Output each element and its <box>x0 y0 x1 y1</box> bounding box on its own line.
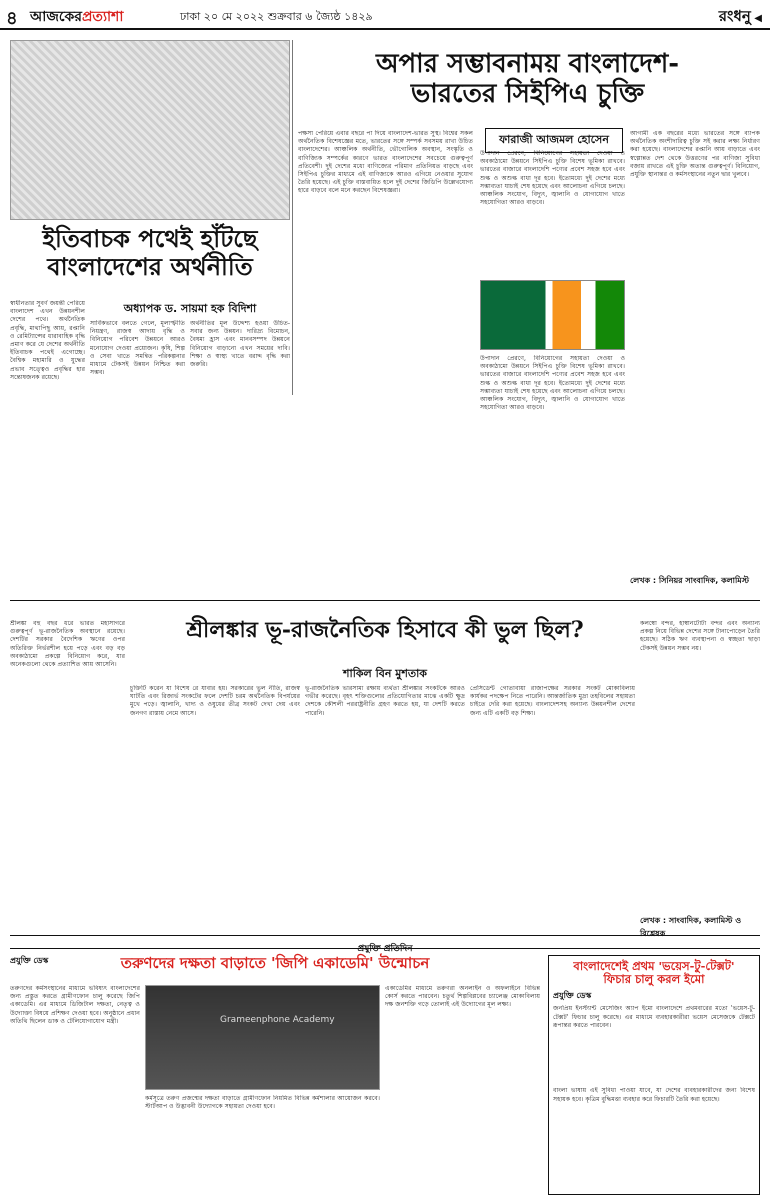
tech2-headline-line2: ফিচার চালু করল ইমো <box>603 972 705 987</box>
article3-column: প্রেসিডেন্ট গোতাবায়া রাজাপক্ষের সরকার সংকট মোকাবিলায় কার্যকর পদক্ষেপ নিতে পারেনি। আন্তর্জাতিক মুদ্রা তহবিলের সহায়তা চাইতে দেরি করা হয়েছে। বাংলাদেশসহ অন্যান্য উন্নয়নশীল দেশের জন্য এটি একটি বড় শিক্ষা। <box>470 685 635 717</box>
tech1-tag: প্রযুক্তি ডেস্ক <box>10 956 49 965</box>
page-number: ৪ <box>6 8 18 29</box>
tech2-column: বাংলা ভাষায় এই সুবিধা পাওয়া যাবে, যা দেশের ব্যবহারকারীদের জন্য বিশেষ সহায়ক হবে। কৃত্রিম বুদ্ধিমত্তা ব্যবহার করে ফিচারটি তৈরি করা হয়েছে। <box>553 1087 755 1103</box>
article2-headline-line2: বাংলাদেশের অর্থনীতি <box>47 251 253 281</box>
article1-column: আগামী এক বছরের মধ্যে ভারতের সঙ্গে ব্যাপক অর্থনৈতিক অংশীদারিত্ব চুক্তি সই করার লক্ষ্য নির্ধারণ করা হয়েছে। বাংলাদেশের রপ্তানি আয় বাড়াতে এবং স্বল্পোন্নত দেশ থেকে উত্তরণের পর বাণিজ্য সুবিধা বজায় রাখতে এই চুক্তি অত্যন্ত গুরুত্বপূর্ণ। বিনিয়োগ, প্রযুক্তি স্থানান্তর ও কর্মসংস্থানের নতুন দ্বার খুলবে। <box>630 130 760 179</box>
article1-column: উপাদান প্রেরণে, বিনিয়োগের সহায়তা দেওয়া ও অবকাঠামো উন্নয়নে সিইপিএ চুক্তি বিশেষ ভূমিকা রাখবে। ভারতের বাজারে বাংলাদেশি পণ্যের প্রবেশ সহজ হবে এবং শুল্ক ও অশুল্ক বাধা দূর হবে। ইতোমধ্যে দুই দেশের মধ্যে সম্ভাব্যতা যাচাই শেষ হয়েছে এবং আলোচনা এগিয়ে চলছে। আঞ্চলিক সংযোগ, বিদ্যুৎ, জ্বালানি ও যোগাযোগ খাতে সহযোগিতা আরও বাড়বে। <box>480 355 625 412</box>
event-photo <box>145 985 380 1090</box>
article3-column: চুক্তিটি করেন যা বিশেষ রে যাবার হয়। সরকারের ভুল নীতি, রাজস্ব ঘাটতি এবং রিজার্ভ সংকটের ফলে দেশটি চরম অর্থনৈতিক বিপর্যয়ের মুখে পড়ে। জ্বালানি, খাদ্য ও ওষুধের তীব্র সংকট দেখা দেয় এবং জনগণ রাস্তায় নেমে আসে। <box>130 685 300 717</box>
tech2-tag: প্রযুক্তি ডেস্ক <box>553 991 592 1001</box>
article1-column: উপাদান প্রেরণে, বিনিয়োগের সহায়তা দেওয়া ও অবকাঠামো উন্নয়নে সিইপিএ চুক্তি বিশেষ ভূমিকা রাখবে। ভারতের বাজারে বাংলাদেশি পণ্যের প্রবেশ সহজ হবে এবং শুল্ক ও অশুল্ক বাধা দূর হবে। ইতোমধ্যে দুই দেশের মধ্যে সম্ভাব্যতা যাচাই শেষ হয়েছে এবং আলোচনা এগিয়ে চলছে। আঞ্চলিক সংযোগ, বিদ্যুৎ, জ্বালানি ও যোগাযোগ খাতে সহযোগিতা আরও বাড়বে। <box>480 150 625 207</box>
section-banner <box>10 935 760 954</box>
article3-column: ভূ-রাজনৈতিক ভারসাম্য রক্ষায় ব্যর্থতা শ্রীলঙ্কার সংকটকে আরও গভীর করেছে। বৃহৎ শক্তিগুলোর প্রতিযোগিতার মাঝে একটি ক্ষুদ্র দেশকে কৌশলী পররাষ্ট্রনীতি গ্রহণ করতে হয়, যা দেশটি করতে পারেনি। <box>305 685 465 717</box>
article2-byline: অধ্যাপক ড. সায়মা হক বিদিশা <box>123 302 257 315</box>
article1-footer-note: লেখক : সিনিয়র সাংবাদিক, কলামিস্ট <box>630 576 749 585</box>
section-name: রংধনু ◀ <box>719 5 762 30</box>
article2-headline-line1: ইতিবাচক পথেই হাঁটছে <box>42 224 258 253</box>
article3-column: কলম্বো বন্দর, হাম্বানটোটা বন্দর এবং অন্যান্য প্রকল্প নিয়ে বিভিন্ন দেশের সঙ্গে টানাপোড়েন তৈরি হয়েছে। সঠিক ঋণ ব্যবস্থাপনা ও স্বচ্ছতা ছাড়া টেকসই উন্নয়ন সম্ভব নয়। <box>640 620 760 652</box>
article3-headline: শ্রীলঙ্কার ভূ-রাজনৈতিক হিসাবে কী ভুল ছিল? <box>186 617 584 643</box>
article2-column: অর্থনীতির মূল উদ্দেশ্য হওয়া উচিত-সবার জন্য উন্নয়ন। দারিদ্র্য বিমোচন, বৈষম্য হ্রাস এবং মানবসম্পদ উন্নয়নে বিনিয়োগ বাড়ানো এখন সময়ের দাবি। শিক্ষা ও স্বাস্থ্য খাতে বরাদ্দ বৃদ্ধি করা জরুরি। <box>190 320 290 369</box>
article2-column: সার্বিকভাবে বলতে গেলে, মূল্যস্ফীতি নিয়ন্ত্রণ, রাজস্ব আদায় বৃদ্ধি ও বিনিয়োগ পরিবেশ উন্নয়নে আরও মনোযোগ দেওয়া প্রয়োজন। কৃষি, শিল্প ও সেবা খাতে সমন্বিত পরিকল্পনার মাধ্যমে টেকসই উন্নয়ন নিশ্চিত করা সম্ভব। <box>90 320 185 377</box>
tech1-headline: তরুণদের দক্ষতা বাড়াতে 'জিপি একাডেমি' উন্মোচন <box>120 954 430 972</box>
masthead-accent: প্রত্যাশা <box>81 9 124 25</box>
article2-headline <box>10 225 290 280</box>
india-flag-image <box>480 280 625 350</box>
divider <box>292 40 293 395</box>
tech1-column: তরুণদের কর্মসংস্থানের মাধ্যমে ভবিষ্যৎ বাংলাদেশের জন্য প্রস্তুত করতে গ্রামীণফোন চালু করেছে জিপি একাডেমি। এর মাধ্যমে ডিজিটাল দক্ষতা, নেতৃত্ব ও উদ্যোক্তা বিষয়ে প্রশিক্ষণ দেওয়া হবে। অনুষ্ঠানে প্রধান অতিথি ছিলেন ডাক ও টেলিযোগাযোগ মন্ত্রী। <box>10 985 140 1025</box>
bridge-photo <box>10 40 290 220</box>
dateline: ঢাকা ২০ মে ২০২২ শুক্রবার ৬ জ্যৈষ্ঠ ১৪২৯ <box>180 10 373 23</box>
tech1-column: একাডেমির মাধ্যমে তরুণরা অনলাইন ও অফলাইনে বিভিন্ন কোর্স করতে পারবেন। চতুর্থ শিল্পবিপ্লবের চ্যালেঞ্জ মোকাবিলায় দক্ষ জনশক্তি গড়ে তোলাই এই উদ্যোগের মূল লক্ষ্য। <box>385 985 540 1009</box>
masthead <box>30 5 123 29</box>
tech1-column: কর্মসূত্রে তরুণ প্রজন্মের দক্ষতা বাড়াতে গ্রামীণফোন নিয়মিত বিভিন্ন কর্মশালার আয়োজন করবে। স্টার্টআপ ও উদ্ভাবনী উদ্যোগকে সহায়তা দেওয়া হবে। <box>145 1095 380 1111</box>
article1-headline <box>295 50 760 110</box>
section-banner-label: প্রযুক্তি প্রতিদিন <box>357 944 413 954</box>
page-header <box>0 0 770 30</box>
masthead-prefix: আজকের <box>30 9 82 25</box>
article1-headline-line1: অপার সম্ভাবনাময় বাংলাদেশ- <box>375 49 680 79</box>
article3-column: শ্রীলঙ্কা বহু বছর ধরে ভারত মহাসাগরে গুরুত্বপূর্ণ ভূ-রাজনৈতিক অবস্থানে রয়েছে। দেশটির সরকার বৈদেশিক ঋণের ওপর অতিরিক্ত নির্ভরশীল হয়ে পড়ে এবং বড় বড় অবকাঠামো প্রকল্পে বিনিয়োগ করে, যার অনেকগুলো থেকে প্রত্যাশিত আয় আসেনি। <box>10 620 125 669</box>
article2-column: স্বাধীনতার সুবর্ণ জয়ন্তী পেরিয়ে বাংলাদেশ এখন উন্নয়নশীল দেশের পথে। অর্থনৈতিক প্রবৃদ্ধি, মাথাপিছু আয়, রপ্তানি ও রেমিট্যান্সের ধারাবাহিক বৃদ্ধি প্রমাণ করে যে দেশের অর্থনীতি ইতিবাচক পথেই এগোচ্ছে। বৈশ্বিক মহামারি ও যুদ্ধের প্রভাব সত্ত্বেও প্রবৃদ্ধির হার সন্তোষজনক রয়েছে। <box>10 300 85 381</box>
article1-headline-line2: ভারতের সিইপিএ চুক্তি <box>410 78 645 109</box>
divider <box>10 600 760 601</box>
tech2-headline-line1: বাংলাদেশেই প্রথম 'ভয়েস-টু-টেক্সট' <box>573 959 735 973</box>
article1-byline: ফারাজী আজমল হোসেন <box>485 128 623 153</box>
article1-column: পক্ষসা পেরিয়ে এবার বছরে পা দিয়ে বাংলাদেশ-ভারত সুস্থ। বিশ্বের সকল অর্থনৈতিক বিশেষজ্ঞের মতে, ভারতের সঙ্গে সম্পর্ক সবসময় রাখা উচিত বাংলাদেশের। আঞ্চলিক অর্থনীতি, ভৌগোলিক অবস্থান, সংস্কৃতি ও বাণিজ্যিক সম্পর্কের কারণে ভারত বাংলাদেশের সবচেয়ে গুরুত্বপূর্ণ প্রতিবেশী। দুই দেশের মধ্যে বাণিজ্যের পরিমাণ প্রতিনিয়ত বাড়ছে এবং সিইপিএ চুক্তির মাধ্যমে এই বাণিজ্যকে আরও এগিয়ে নেওয়ার সুযোগ তৈরি হয়েছে। এই চুক্তি বাস্তবায়িত হলে দুই দেশের জিডিপি উল্লেখযোগ্য হারে বাড়বে বলে মনে করছেন বিশেষজ্ঞরা। <box>298 130 473 195</box>
tech2-box <box>548 955 760 1195</box>
tech2-headline <box>549 960 759 986</box>
photo-caption: Grameenphone Academy <box>220 1015 335 1025</box>
article3-byline: শাকিল বিন মুশতাক <box>343 667 427 680</box>
tech2-column: জনপ্রিয় ইনস্ট্যান্ট মেসেজিং অ্যাপ ইমো বাংলাদেশে প্রথমবারের মতো 'ভয়েস-টু-টেক্সট' ফিচার চালু করেছে। এর মাধ্যমে ব্যবহারকারীরা ভয়েস মেসেজকে টেক্সটে রূপান্তর করতে পারবেন। <box>553 1005 755 1029</box>
article3-footer-note: লেখক : সাংবাদিক, কলামিস্ট ও বিশ্লেষক <box>640 916 742 938</box>
